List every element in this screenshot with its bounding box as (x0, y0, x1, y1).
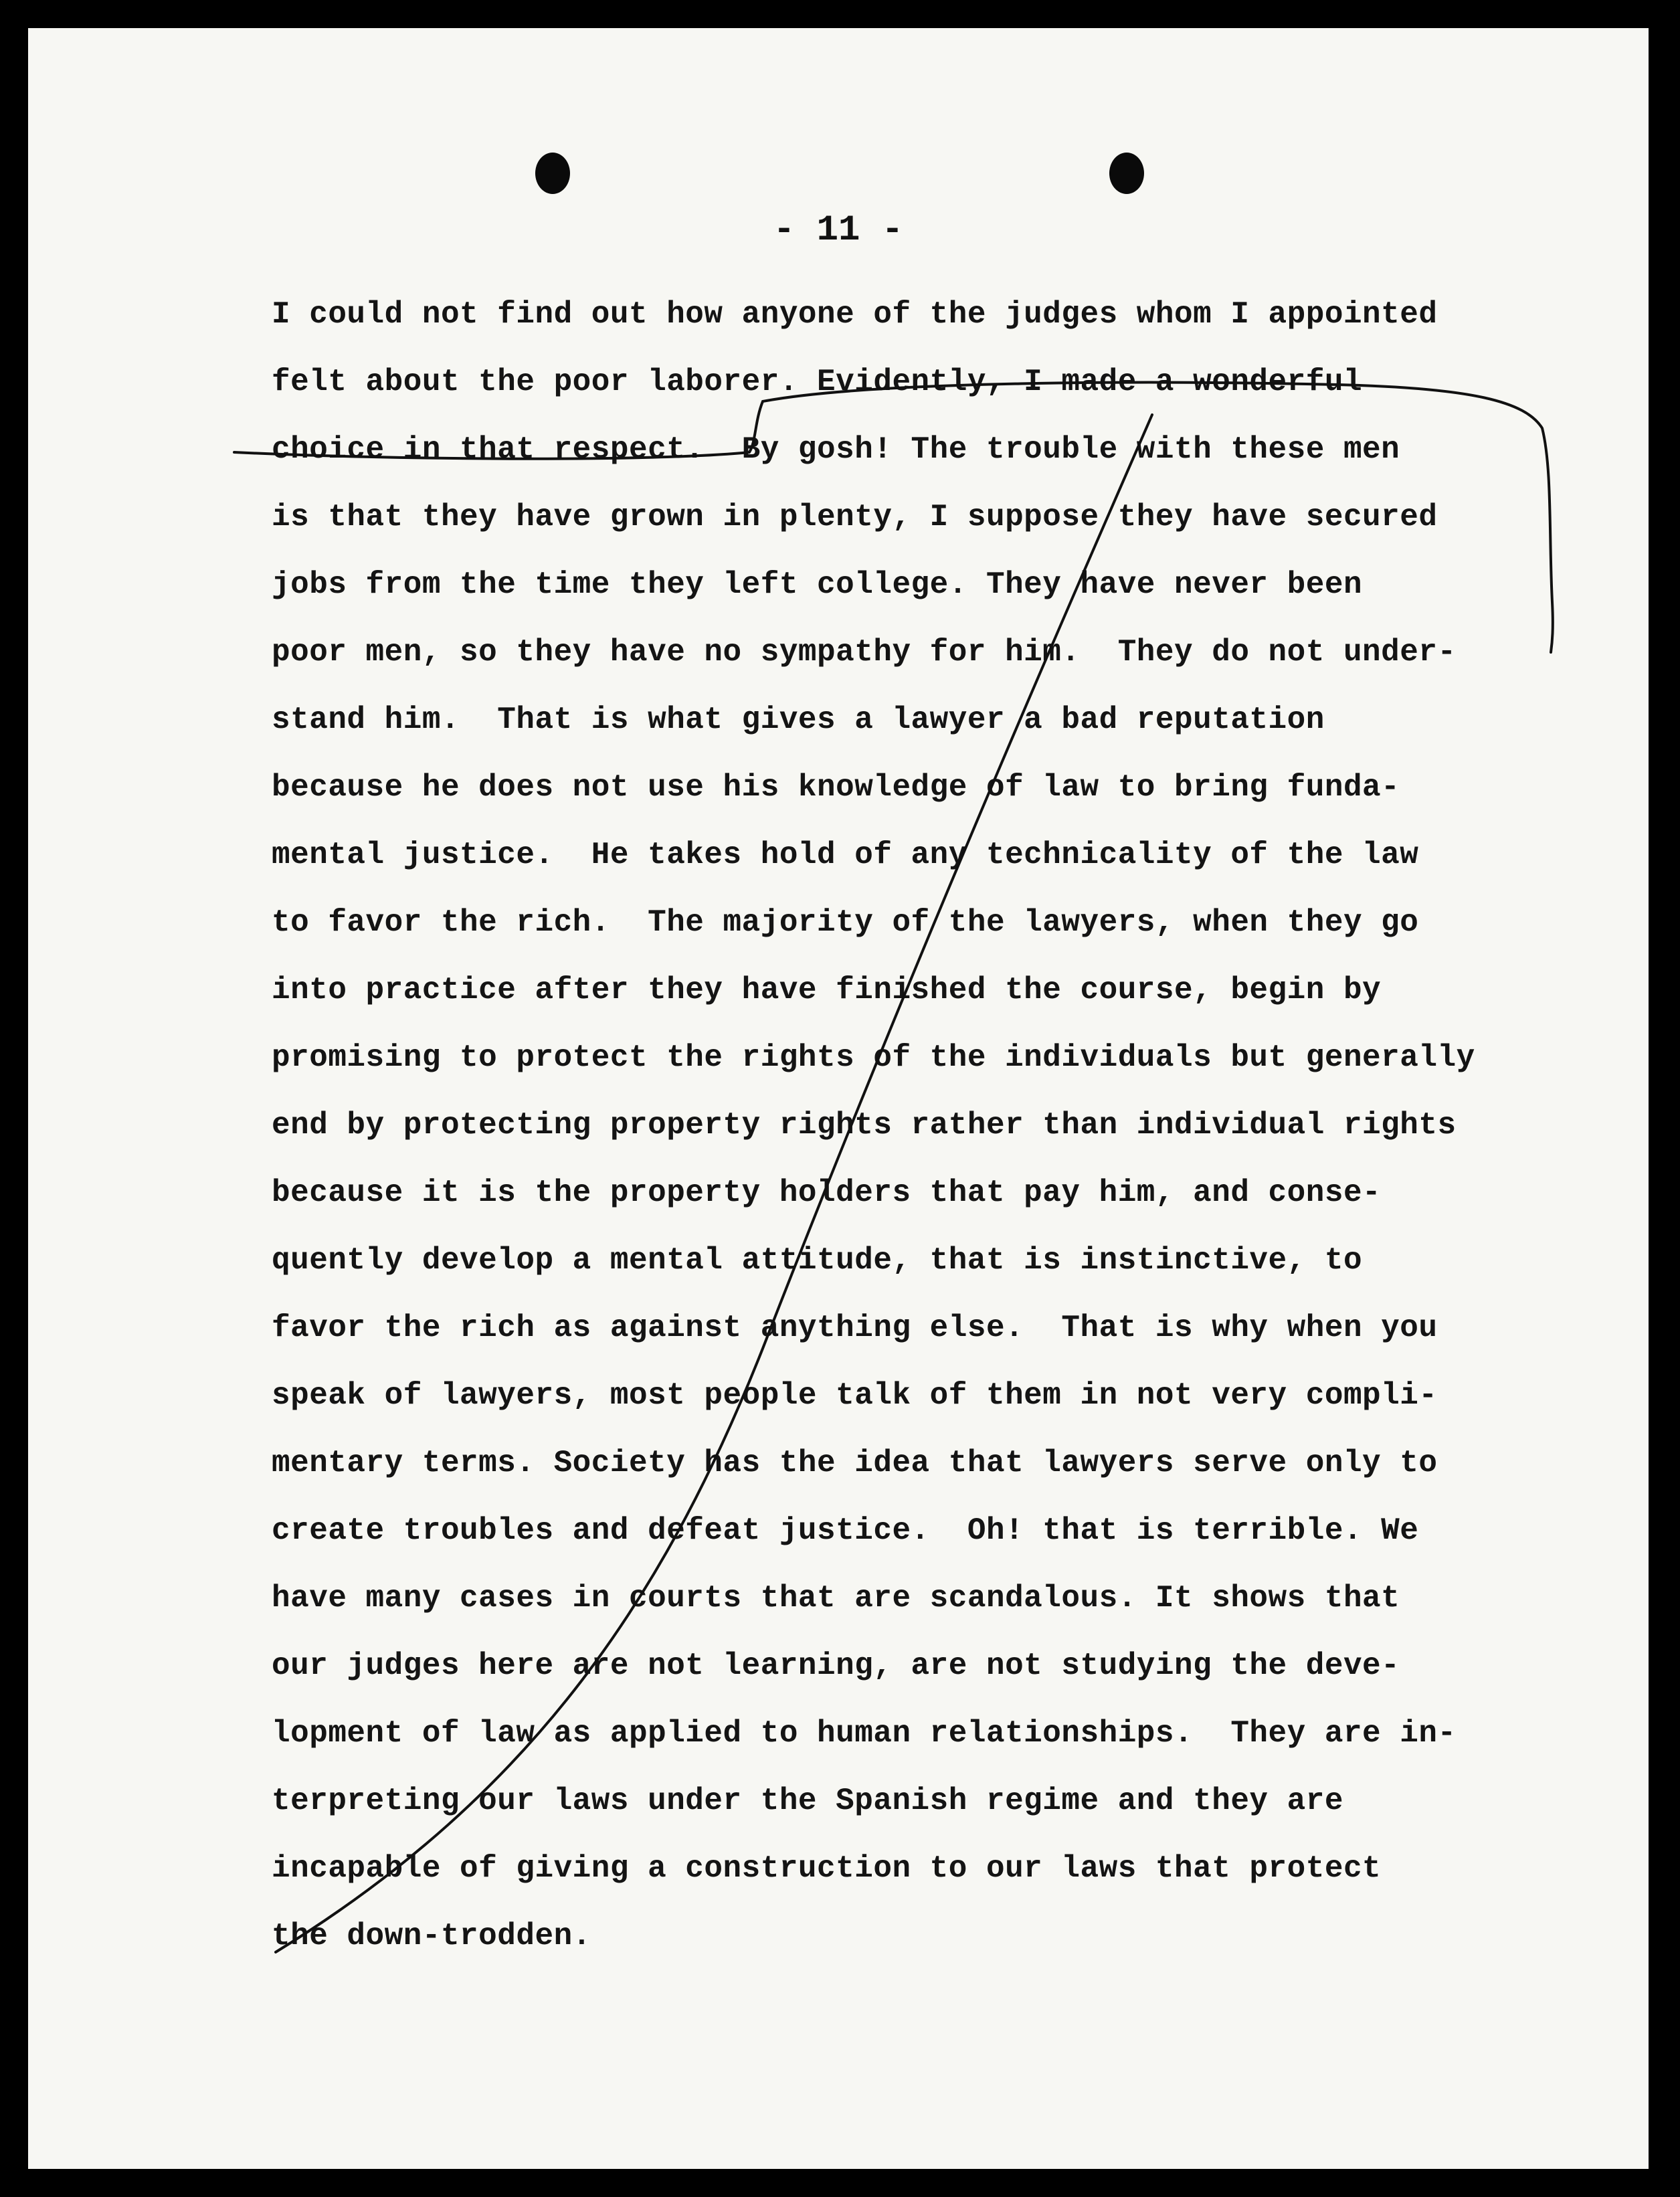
text-line: felt about the poor laborer. Evidently, I made a wonderful (272, 365, 1363, 399)
text-line: stand him. That is what gives a lawyer a bad reputation (272, 702, 1325, 737)
text-line: jobs from the time they left college. They have never been (272, 567, 1363, 602)
text-line: favor the rich as against anything else. That is why when you (272, 1311, 1438, 1345)
text-line: our judges here are not learning, are not studying the deve- (272, 1648, 1400, 1683)
text-line: speak of lawyers, most people talk of them in not very compli- (272, 1378, 1438, 1413)
body-text (272, 281, 1610, 1970)
text-line: because it is the property holders that pay him, and conse- (272, 1175, 1382, 1210)
text-line: mental justice. He takes hold of any technicality of the law (272, 838, 1419, 872)
page-number: - 11 - (773, 210, 904, 251)
text-line: quently develop a mental attitude, that is instinctive, to (272, 1243, 1363, 1278)
text-line: into practice after they have finished the course, begin by (272, 973, 1382, 1008)
text-line: have many cases in courts that are scandalous. It shows that (272, 1581, 1400, 1616)
text-line: end by protecting property rights rather than individual rights (272, 1108, 1457, 1143)
text-line: choice in that respect. By gosh! The trouble with these men (272, 432, 1400, 467)
text-line: to favor the rich. The majority of the lawyers, when they go (272, 905, 1419, 940)
document-page (28, 28, 1649, 2169)
text-line: I could not find out how anyone of the judges whom I appointed (272, 297, 1438, 332)
text-line: mentary terms. Society has the idea that lawyers serve only to (272, 1446, 1438, 1480)
punch-hole-left (535, 153, 570, 194)
text-line: terpreting our laws under the Spanish regime and they are (272, 1784, 1343, 1818)
text-line: is that they have grown in plenty, I suppose they have secured (272, 500, 1438, 535)
text-line: promising to protect the rights of the individuals but generally (272, 1040, 1475, 1075)
punch-hole-right (1109, 153, 1144, 194)
text-line: the down-trodden. (272, 1919, 591, 1953)
text-line: incapable of giving a construction to our laws that protect (272, 1851, 1382, 1886)
text-line: lopment of law as applied to human relationships. They are in- (272, 1716, 1457, 1751)
text-line: because he does not use his knowledge of law to bring funda- (272, 770, 1400, 805)
text-line: poor men, so they have no sympathy for him. They do not under- (272, 635, 1457, 670)
text-line: create troubles and defeat justice. Oh! that is terrible. We (272, 1513, 1419, 1548)
